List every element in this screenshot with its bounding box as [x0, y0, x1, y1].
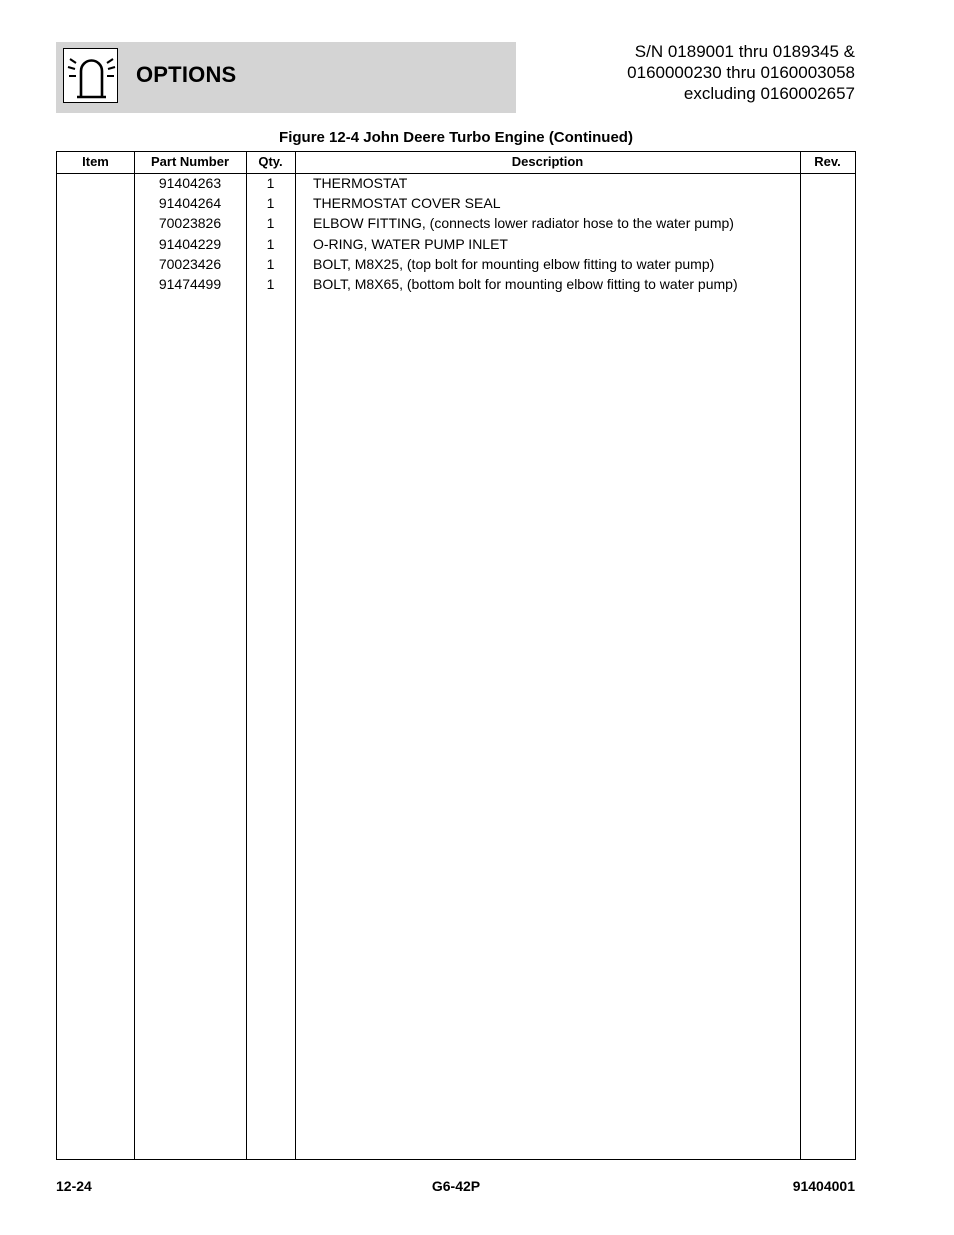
part-number-cell: 91474499 — [158, 275, 222, 292]
qty-cell: 1 — [266, 275, 275, 292]
column-divider — [800, 152, 801, 1159]
serial-number-range — [455, 41, 855, 104]
figure-title: Figure 12-4 John Deere Turbo Engine (Continued) — [279, 129, 633, 146]
part-number-cell: 70023826 — [158, 215, 222, 232]
beacon-light-icon — [63, 48, 118, 103]
document-number: 91404001 — [792, 1178, 855, 1194]
part-number-cell: 91404263 — [158, 175, 222, 191]
description-cell: THERMOSTAT — [313, 175, 408, 191]
table-row — [57, 275, 855, 295]
serial-line: 0160000230 thru 0160003058 — [627, 63, 855, 82]
part-number-cell: 91404229 — [158, 235, 222, 252]
section-title: OPTIONS — [136, 62, 237, 87]
qty-cell: 1 — [266, 195, 275, 212]
description-cell: BOLT, M8X25, (top bolt for mounting elbow fitting to water pump) — [313, 255, 715, 272]
serial-line: excluding 0160002657 — [683, 84, 855, 103]
table-row — [57, 194, 855, 214]
serial-line: S/N 0189001 thru 0189345 & — [634, 42, 855, 61]
part-number-cell: 91404264 — [158, 195, 222, 212]
column-divider — [246, 152, 247, 1159]
parts-table — [56, 151, 856, 1160]
table-row — [57, 214, 855, 234]
header-rev: Rev. — [814, 154, 841, 169]
table-row — [57, 235, 855, 255]
header-qty: Qty. — [258, 154, 283, 169]
header-description: Description — [511, 154, 584, 169]
qty-cell: 1 — [266, 215, 275, 232]
column-divider — [295, 152, 296, 1159]
description-cell: ELBOW FITTING, (connects lower radiator hose to the water pump) — [313, 215, 734, 232]
description-cell: O-RING, WATER PUMP INLET — [313, 235, 508, 252]
description-cell: THERMOSTAT COVER SEAL — [313, 195, 501, 212]
qty-cell: 1 — [266, 235, 275, 252]
header-part-number: Part Number — [150, 154, 230, 169]
table-row — [57, 255, 855, 275]
page-number: 12-24 — [56, 1178, 92, 1194]
table-body — [57, 174, 855, 295]
header-item: Item — [82, 154, 109, 169]
description-cell: BOLT, M8X65, (bottom bolt for mounting elbow fitting to water pump) — [313, 275, 738, 292]
qty-cell: 1 — [266, 175, 275, 191]
qty-cell: 1 — [266, 255, 275, 272]
table-row — [57, 174, 855, 194]
column-divider — [134, 152, 135, 1159]
model-number: G6-42P — [431, 1178, 481, 1194]
section-header-bar — [56, 42, 516, 113]
part-number-cell: 70023426 — [158, 255, 222, 272]
